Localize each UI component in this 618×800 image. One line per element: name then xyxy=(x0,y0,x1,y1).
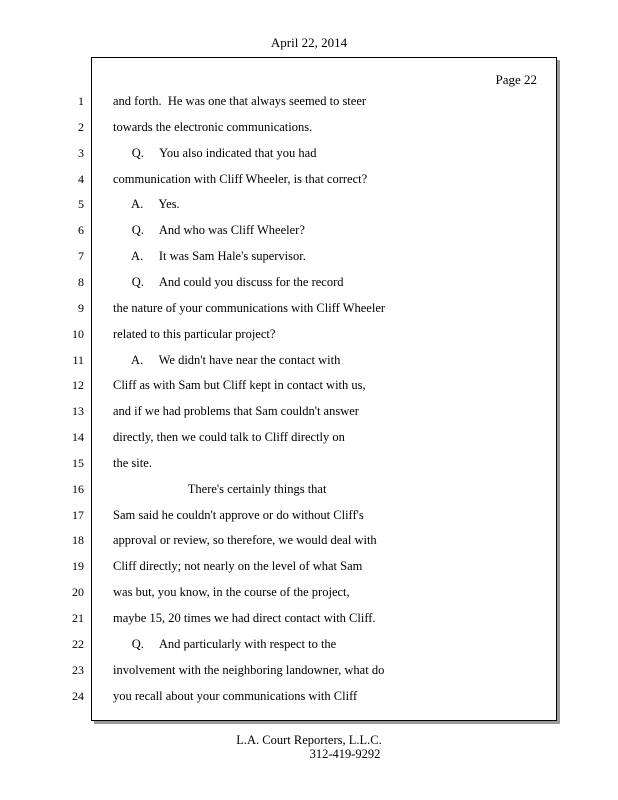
transcript-line-text: A. It was Sam Hale's supervisor. xyxy=(113,249,306,264)
line-number: 18 xyxy=(72,533,84,548)
transcript-line-text: A. Yes. xyxy=(113,197,180,212)
line-number: 19 xyxy=(72,559,84,574)
reporter-phone: 312-419-9292 xyxy=(309,747,381,761)
transcript-date: April 22, 2014 xyxy=(270,35,348,50)
reporter-company: L.A. Court Reporters, L.L.C. xyxy=(236,733,382,747)
line-number: 3 xyxy=(78,145,84,160)
transcript-line-text: Q. You also indicated that you had xyxy=(113,145,317,160)
line-number: 20 xyxy=(72,585,84,600)
transcript-line-text: Q. And particularly with respect to the xyxy=(113,636,337,651)
transcript-line-text: the nature of your communications with Cliff Wheeler xyxy=(113,300,386,315)
line-number: 6 xyxy=(78,223,84,238)
transcript-line-text: was but, you know, in the course of the project, xyxy=(113,585,350,600)
line-number: 7 xyxy=(78,249,84,264)
line-number: 10 xyxy=(72,326,84,341)
transcript-line-text: you recall about your communications with Cliff xyxy=(113,688,358,703)
line-number: 8 xyxy=(78,274,84,289)
line-number: 24 xyxy=(72,688,84,703)
transcript-line-text: communication with Cliff Wheeler, is that correct? xyxy=(113,171,368,186)
line-number: 16 xyxy=(72,481,84,496)
transcript-line-text: Cliff as with Sam but Cliff kept in contact with us, xyxy=(113,378,366,393)
line-number: 17 xyxy=(72,507,84,522)
line-number: 1 xyxy=(78,94,84,108)
line-number: 23 xyxy=(72,662,84,677)
transcript-line-text: involvement with the neighboring landowner, what do xyxy=(113,662,385,677)
line-number: 11 xyxy=(72,352,84,367)
line-number: 21 xyxy=(72,611,84,625)
transcript-line-text: Sam said he couldn't approve or do without Cliff's xyxy=(113,507,364,522)
line-number: 5 xyxy=(78,197,84,212)
transcript-line-text: approval or review, so therefore, we would deal with xyxy=(113,533,377,548)
page-number: Page 22 xyxy=(495,72,537,87)
line-number: 13 xyxy=(72,404,84,419)
transcript-line-text: towards the electronic communications. xyxy=(113,119,313,134)
transcript-line-text: A. We didn't have near the contact with xyxy=(113,352,341,367)
line-number: 2 xyxy=(78,119,84,134)
line-number: 15 xyxy=(72,455,84,470)
transcript-line-text: Q. And could you discuss for the record xyxy=(113,274,344,289)
line-number: 12 xyxy=(72,378,84,393)
transcript-line-text: and if we had problems that Sam couldn't answer xyxy=(113,404,359,419)
transcript-line-text: and forth. He was one that always seemed to steer xyxy=(113,94,367,108)
transcript-line-text: Q. And who was Cliff Wheeler? xyxy=(113,223,305,238)
transcript-line-text: directly, then we could talk to Cliff directly on xyxy=(113,430,345,445)
line-number: 22 xyxy=(72,636,84,651)
transcript-line-text: Cliff directly; not nearly on the level of what Sam xyxy=(113,559,363,574)
line-number: 14 xyxy=(72,430,84,445)
transcript-line-text: the site. xyxy=(113,455,152,470)
line-number: 4 xyxy=(78,171,84,186)
transcript-line-text: related to this particular project? xyxy=(113,326,276,341)
transcript-line-text: maybe 15, 20 times we had direct contact with Cliff. xyxy=(113,611,376,625)
transcript-line-text: There's certainly things that xyxy=(113,481,327,496)
line-number: 9 xyxy=(78,300,84,315)
